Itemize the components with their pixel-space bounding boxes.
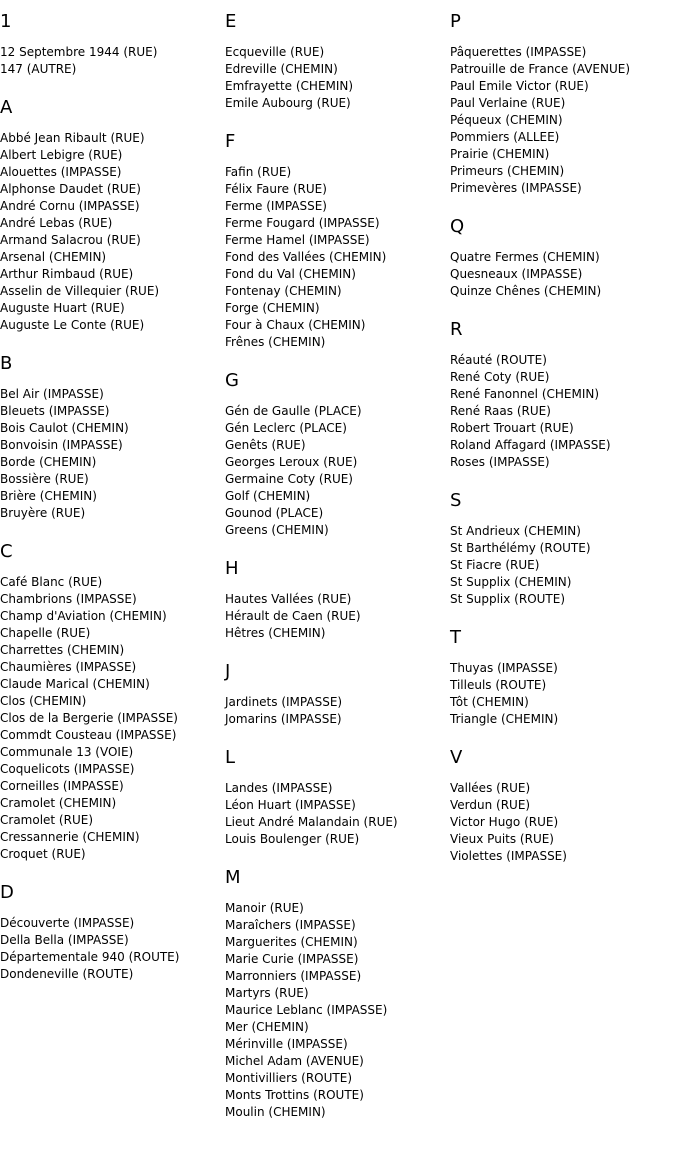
street-entry: Genêts (RUE) xyxy=(225,438,306,452)
street-entry: Corneilles (IMPASSE) xyxy=(0,779,124,793)
street-entry: Cramolet (CHEMIN) xyxy=(0,796,117,810)
street-entry: Découverte (IMPASSE) xyxy=(0,916,135,930)
letter-heading: C xyxy=(0,541,13,562)
street-entry: Michel Adam (AVENUE) xyxy=(225,1054,364,1068)
street-entry: René Coty (RUE) xyxy=(450,370,550,384)
street-entry: Greens (CHEMIN) xyxy=(225,523,329,537)
street-entry: Albert Lebigre (RUE) xyxy=(0,148,123,162)
street-entry: André Lebas (RUE) xyxy=(0,216,113,230)
street-entry: Frênes (CHEMIN) xyxy=(225,335,326,349)
street-entry: Claude Marical (CHEMIN) xyxy=(0,677,150,691)
street-entry: René Raas (RUE) xyxy=(450,404,551,418)
street-entry: Café Blanc (RUE) xyxy=(0,575,103,589)
street-entry: Alouettes (IMPASSE) xyxy=(0,165,122,179)
street-entry: Victor Hugo (RUE) xyxy=(450,815,559,829)
street-entry: St Andrieux (CHEMIN) xyxy=(450,524,581,538)
street-entry: Arsenal (CHEMIN) xyxy=(0,250,107,264)
letter-heading: E xyxy=(225,11,237,32)
letter-heading: D xyxy=(0,882,14,903)
street-entry: Gén de Gaulle (PLACE) xyxy=(225,404,362,418)
street-entry: Georges Leroux (RUE) xyxy=(225,455,358,469)
street-entry: Robert Trouart (RUE) xyxy=(450,421,574,435)
street-entry: Fond du Val (CHEMIN) xyxy=(225,267,356,281)
street-entry: Clos de la Bergerie (IMPASSE) xyxy=(0,711,178,725)
street-entry: Four à Chaux (CHEMIN) xyxy=(225,318,366,332)
street-list xyxy=(0,386,215,522)
street-entry: 12 Septembre 1944 (RUE) xyxy=(0,45,158,59)
street-entry: Tilleuls (ROUTE) xyxy=(450,678,547,692)
street-entry: Martyrs (RUE) xyxy=(225,986,309,1000)
street-entry: Hérault de Caen (RUE) xyxy=(225,609,361,623)
street-entry: Paul Verlaine (RUE) xyxy=(450,96,566,110)
street-entry: Ecqueville (RUE) xyxy=(225,45,325,59)
letter-heading: S xyxy=(450,490,462,511)
street-list xyxy=(450,780,665,865)
street-entry: Monts Trottins (ROUTE) xyxy=(225,1088,364,1102)
street-entry: Auguste Le Conte (RUE) xyxy=(0,318,145,332)
street-entry: Marie Curie (IMPASSE) xyxy=(225,952,359,966)
street-list xyxy=(450,44,665,197)
street-list xyxy=(225,780,440,848)
street-list xyxy=(0,915,215,983)
letter-section xyxy=(225,746,440,848)
street-entry: René Fanonnel (CHEMIN) xyxy=(450,387,600,401)
street-entry: Dondeneville (ROUTE) xyxy=(0,967,134,981)
street-entry: Arthur Rimbaud (RUE) xyxy=(0,267,134,281)
street-entry: Vallées (RUE) xyxy=(450,781,531,795)
street-entry: Pâquerettes (IMPASSE) xyxy=(450,45,587,59)
street-entry: Champ d'Aviation (CHEMIN) xyxy=(0,609,167,623)
street-list xyxy=(450,249,665,300)
street-entry: Golf (CHEMIN) xyxy=(225,489,311,503)
street-entry: St Fiacre (RUE) xyxy=(450,558,540,572)
street-entry: Borde (CHEMIN) xyxy=(0,455,97,469)
street-entry: Départementale 940 (ROUTE) xyxy=(0,950,180,964)
letter-heading: F xyxy=(225,131,236,152)
letter-section xyxy=(0,10,215,78)
street-list xyxy=(450,660,665,728)
letter-section xyxy=(225,369,440,539)
letter-heading: L xyxy=(225,747,236,768)
street-entry: Tôt (CHEMIN) xyxy=(450,695,529,709)
street-entry: Félix Faure (RUE) xyxy=(225,182,327,196)
street-entry: Jardinets (IMPASSE) xyxy=(225,695,343,709)
street-entry: Quatre Fermes (CHEMIN) xyxy=(450,250,600,264)
street-entry: Violettes (IMPASSE) xyxy=(450,849,567,863)
street-entry: Marguerites (CHEMIN) xyxy=(225,935,358,949)
street-entry: Quinze Chênes (CHEMIN) xyxy=(450,284,602,298)
letter-section xyxy=(450,215,665,300)
letter-section xyxy=(225,10,440,112)
street-entry: Emile Aubourg (RUE) xyxy=(225,96,351,110)
street-entry: Clos (CHEMIN) xyxy=(0,694,87,708)
street-entry: Roses (IMPASSE) xyxy=(450,455,550,469)
street-entry: St Barthélémy (ROUTE) xyxy=(450,541,591,555)
street-entry: Coquelicots (IMPASSE) xyxy=(0,762,135,776)
street-entry: Landes (IMPASSE) xyxy=(225,781,333,795)
letter-heading: M xyxy=(225,867,241,888)
street-list xyxy=(225,900,440,1121)
street-entry: Alphonse Daudet (RUE) xyxy=(0,182,141,196)
street-entry: Pommiers (ALLEE) xyxy=(450,130,560,144)
street-entry: Manoir (RUE) xyxy=(225,901,304,915)
street-entry: Marronniers (IMPASSE) xyxy=(225,969,362,983)
street-index-column xyxy=(0,10,215,1001)
street-entry: Chaumières (IMPASSE) xyxy=(0,660,137,674)
street-entry: Cressannerie (CHEMIN) xyxy=(0,830,140,844)
street-entry: Croquet (RUE) xyxy=(0,847,86,861)
street-entry: Abbé Jean Ribault (RUE) xyxy=(0,131,145,145)
letter-section xyxy=(225,557,440,642)
letter-section xyxy=(225,660,440,728)
letter-heading: V xyxy=(450,747,463,768)
street-entry: 147 (AUTRE) xyxy=(0,62,77,76)
letter-section xyxy=(0,96,215,334)
letter-heading: G xyxy=(225,370,239,391)
street-list xyxy=(0,130,215,334)
street-entry: Charrettes (CHEMIN) xyxy=(0,643,125,657)
street-entry: St Supplix (ROUTE) xyxy=(450,592,566,606)
street-entry: Quesneaux (IMPASSE) xyxy=(450,267,583,281)
letter-section xyxy=(0,352,215,522)
street-entry: Moulin (CHEMIN) xyxy=(225,1105,326,1119)
street-entry: Bonvoisin (IMPASSE) xyxy=(0,438,123,452)
street-entry: Mérinville (IMPASSE) xyxy=(225,1037,348,1051)
letter-section xyxy=(450,746,665,865)
letter-heading: J xyxy=(225,661,231,682)
street-entry: Primeurs (CHEMIN) xyxy=(450,164,565,178)
letter-section xyxy=(0,540,215,863)
street-entry: Lieut André Malandain (RUE) xyxy=(225,815,398,829)
street-entry: St Supplix (CHEMIN) xyxy=(450,575,572,589)
street-entry: Chapelle (RUE) xyxy=(0,626,91,640)
street-entry: Ferme Fougard (IMPASSE) xyxy=(225,216,380,230)
street-entry: Ferme (IMPASSE) xyxy=(225,199,327,213)
street-list xyxy=(450,352,665,471)
street-list xyxy=(225,403,440,539)
street-entry: Germaine Coty (RUE) xyxy=(225,472,353,486)
letter-heading: Q xyxy=(450,216,465,237)
street-entry: Brière (CHEMIN) xyxy=(0,489,97,503)
street-entry: Mer (CHEMIN) xyxy=(225,1020,309,1034)
street-entry: Hautes Vallées (RUE) xyxy=(225,592,352,606)
street-entry: Prairie (CHEMIN) xyxy=(450,147,550,161)
street-list xyxy=(0,574,215,863)
street-entry: Forge (CHEMIN) xyxy=(225,301,320,315)
letter-section xyxy=(225,130,440,351)
street-list xyxy=(0,44,215,78)
street-entry: Commdt Cousteau (IMPASSE) xyxy=(0,728,177,742)
street-list xyxy=(225,694,440,728)
street-entry: Fafin (RUE) xyxy=(225,165,292,179)
letter-section xyxy=(450,318,665,471)
street-entry: Maurice Leblanc (IMPASSE) xyxy=(225,1003,388,1017)
street-entry: Bleuets (IMPASSE) xyxy=(0,404,110,418)
street-entry: Vieux Puits (RUE) xyxy=(450,832,554,846)
street-entry: Primevères (IMPASSE) xyxy=(450,181,582,195)
street-entry: Fond des Vallées (CHEMIN) xyxy=(225,250,387,264)
street-entry: André Cornu (IMPASSE) xyxy=(0,199,140,213)
street-entry: Louis Boulenger (RUE) xyxy=(225,832,360,846)
street-entry: Auguste Huart (RUE) xyxy=(0,301,125,315)
street-entry: Fontenay (CHEMIN) xyxy=(225,284,342,298)
letter-heading: T xyxy=(450,627,461,648)
letter-heading: 1 xyxy=(0,11,12,32)
letter-section xyxy=(450,489,665,608)
letter-section xyxy=(0,881,215,983)
street-entry: Péqueux (CHEMIN) xyxy=(450,113,563,127)
letter-heading: P xyxy=(450,11,461,32)
street-list xyxy=(225,164,440,351)
street-entry: Edreville (CHEMIN) xyxy=(225,62,338,76)
street-entry: Asselin de Villequier (RUE) xyxy=(0,284,160,298)
street-entry: Réauté (ROUTE) xyxy=(450,353,547,367)
street-entry: Emfrayette (CHEMIN) xyxy=(225,79,354,93)
street-entry: Paul Emile Victor (RUE) xyxy=(450,79,589,93)
street-entry: Communale 13 (VOIE) xyxy=(0,745,134,759)
street-entry: Bel Air (IMPASSE) xyxy=(0,387,104,401)
street-entry: Jomarins (IMPASSE) xyxy=(225,712,342,726)
street-entry: Léon Huart (IMPASSE) xyxy=(225,798,356,812)
street-entry: Chambrions (IMPASSE) xyxy=(0,592,137,606)
street-entry: Ferme Hamel (IMPASSE) xyxy=(225,233,370,247)
letter-heading: H xyxy=(225,558,239,579)
letter-heading: B xyxy=(0,353,13,374)
letter-heading: A xyxy=(0,97,13,118)
street-entry: Maraîchers (IMPASSE) xyxy=(225,918,356,932)
street-entry: Verdun (RUE) xyxy=(450,798,531,812)
street-entry: Bruyère (RUE) xyxy=(0,506,86,520)
street-entry: Patrouille de France (AVENUE) xyxy=(450,62,631,76)
street-index-column xyxy=(225,10,440,1139)
street-entry: Della Bella (IMPASSE) xyxy=(0,933,129,947)
street-entry: Thuyas (IMPASSE) xyxy=(450,661,558,675)
letter-section xyxy=(450,626,665,728)
letter-section xyxy=(225,866,440,1121)
street-entry: Gén Leclerc (PLACE) xyxy=(225,421,347,435)
street-list xyxy=(225,591,440,642)
street-entry: Gounod (PLACE) xyxy=(225,506,324,520)
letter-heading: R xyxy=(450,319,463,340)
letter-section xyxy=(450,10,665,197)
street-entry: Hêtres (CHEMIN) xyxy=(225,626,326,640)
street-entry: Roland Affagard (IMPASSE) xyxy=(450,438,611,452)
street-list xyxy=(450,523,665,608)
street-list xyxy=(225,44,440,112)
street-entry: Triangle (CHEMIN) xyxy=(450,712,559,726)
street-entry: Bois Caulot (CHEMIN) xyxy=(0,421,129,435)
street-entry: Bossière (RUE) xyxy=(0,472,89,486)
street-entry: Montivilliers (ROUTE) xyxy=(225,1071,353,1085)
street-entry: Armand Salacrou (RUE) xyxy=(0,233,141,247)
street-entry: Cramolet (RUE) xyxy=(0,813,93,827)
street-index-column xyxy=(450,10,665,883)
